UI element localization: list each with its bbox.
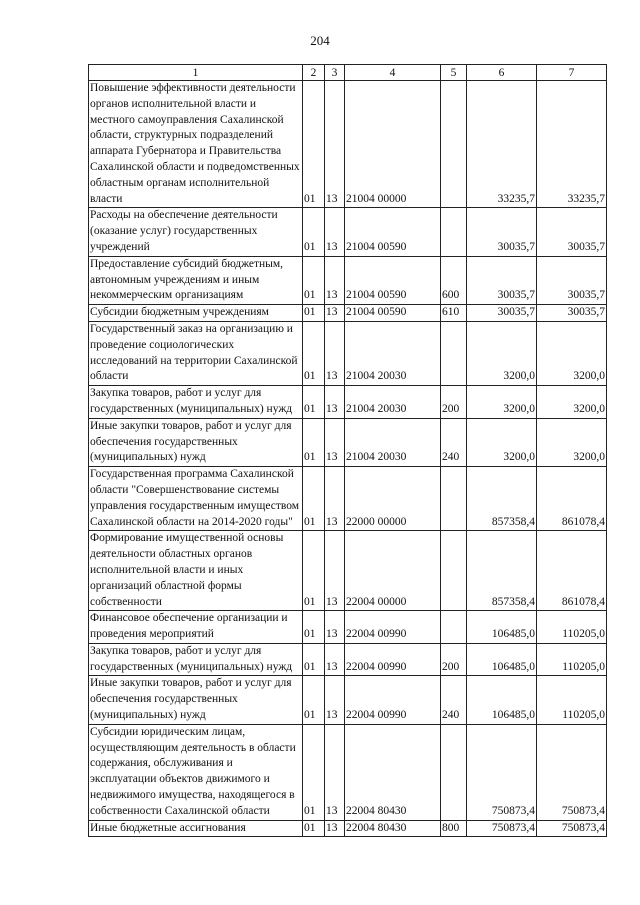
expense-type-cell xyxy=(441,531,467,611)
amount-year-2-cell: 3200,0 xyxy=(537,386,607,419)
section-code-cell: 01 xyxy=(303,676,325,724)
table-row xyxy=(89,467,607,531)
amount-year-2-cell: 33235,7 xyxy=(537,81,607,208)
amount-year-2-cell: 30035,7 xyxy=(537,208,607,256)
subsection-code-cell: 13 xyxy=(325,820,345,837)
section-code-cell: 01 xyxy=(303,81,325,208)
column-header: 6 xyxy=(467,65,537,81)
amount-year-1-cell: 33235,7 xyxy=(467,81,537,208)
amount-year-2-cell: 30035,7 xyxy=(537,256,607,304)
item-name-cell: Государственный заказ на организацию и проведение социологических исследований на территории Сахалинской области xyxy=(89,321,303,385)
table-row xyxy=(89,676,607,724)
item-name-cell: Закупка товаров, работ и услуг для государственных (муниципальных) нужд xyxy=(89,643,303,676)
subsection-code-cell: 13 xyxy=(325,676,345,724)
section-code-cell: 01 xyxy=(303,724,325,820)
item-name-cell: Иные закупки товаров, работ и услуг для обеспечения государственных (муниципальных) нужд xyxy=(89,676,303,724)
target-article-cell: 21004 00590 xyxy=(345,305,441,322)
expense-type-cell: 200 xyxy=(441,386,467,419)
target-article-cell: 21004 00590 xyxy=(345,208,441,256)
amount-year-2-cell: 30035,7 xyxy=(537,305,607,322)
amount-year-2-cell: 110205,0 xyxy=(537,611,607,644)
amount-year-1-cell: 30035,7 xyxy=(467,256,537,304)
amount-year-1-cell: 3200,0 xyxy=(467,418,537,466)
section-code-cell: 01 xyxy=(303,643,325,676)
subsection-code-cell: 13 xyxy=(325,305,345,322)
target-article-cell: 22004 80430 xyxy=(345,724,441,820)
amount-year-2-cell: 110205,0 xyxy=(537,676,607,724)
table-row xyxy=(89,531,607,611)
expense-type-cell: 610 xyxy=(441,305,467,322)
amount-year-2-cell: 3200,0 xyxy=(537,418,607,466)
amount-year-1-cell: 106485,0 xyxy=(467,611,537,644)
table-row xyxy=(89,418,607,466)
item-name-cell: Финансовое обеспечение организации и проведения мероприятий xyxy=(89,611,303,644)
item-name-cell: Иные бюджетные ассигнования xyxy=(89,820,303,837)
target-article-cell: 22004 00990 xyxy=(345,676,441,724)
budget-table xyxy=(88,64,607,837)
amount-year-1-cell: 3200,0 xyxy=(467,321,537,385)
amount-year-2-cell: 750873,4 xyxy=(537,820,607,837)
table-row xyxy=(89,208,607,256)
amount-year-1-cell: 750873,4 xyxy=(467,724,537,820)
amount-year-1-cell: 3200,0 xyxy=(467,386,537,419)
target-article-cell: 22004 00990 xyxy=(345,643,441,676)
section-code-cell: 01 xyxy=(303,386,325,419)
target-article-cell: 21004 00590 xyxy=(345,256,441,304)
table-row xyxy=(89,321,607,385)
amount-year-2-cell: 3200,0 xyxy=(537,321,607,385)
subsection-code-cell: 13 xyxy=(325,386,345,419)
item-name-cell: Повышение эффективности деятельности органов исполнительной власти и местного самоуправления Сахалинской области, структурных подразделений аппарата Губернатора и Правительства Сахалинской области и подведомственных областным органам исполнительной власти xyxy=(89,81,303,208)
column-header: 4 xyxy=(345,65,441,81)
target-article-cell: 21004 20030 xyxy=(345,321,441,385)
section-code-cell: 01 xyxy=(303,820,325,837)
expense-type-cell: 600 xyxy=(441,256,467,304)
subsection-code-cell: 13 xyxy=(325,643,345,676)
subsection-code-cell: 13 xyxy=(325,531,345,611)
amount-year-2-cell: 861078,4 xyxy=(537,531,607,611)
subsection-code-cell: 13 xyxy=(325,467,345,531)
expense-type-cell xyxy=(441,724,467,820)
item-name-cell: Государственная программа Сахалинской области "Совершенствование системы управления государственным имуществом Сахалинской области на 2014-2020 годы" xyxy=(89,467,303,531)
expense-type-cell xyxy=(441,321,467,385)
subsection-code-cell: 13 xyxy=(325,208,345,256)
section-code-cell: 01 xyxy=(303,611,325,644)
section-code-cell: 01 xyxy=(303,467,325,531)
amount-year-1-cell: 857358,4 xyxy=(467,531,537,611)
expense-type-cell xyxy=(441,611,467,644)
item-name-cell: Закупка товаров, работ и услуг для государственных (муниципальных) нужд xyxy=(89,386,303,419)
table-row xyxy=(89,643,607,676)
column-header: 2 xyxy=(303,65,325,81)
item-name-cell: Предоставление субсидий бюджетным, автономным учреждениям и иным некоммерческим организациям xyxy=(89,256,303,304)
table-row xyxy=(89,81,607,208)
table-row xyxy=(89,724,607,820)
column-header: 1 xyxy=(89,65,303,81)
table-header-row xyxy=(89,65,607,81)
table-row xyxy=(89,386,607,419)
section-code-cell: 01 xyxy=(303,418,325,466)
target-article-cell: 21004 20030 xyxy=(345,418,441,466)
section-code-cell: 01 xyxy=(303,321,325,385)
table-row xyxy=(89,256,607,304)
expense-type-cell xyxy=(441,467,467,531)
subsection-code-cell: 13 xyxy=(325,256,345,304)
column-header: 3 xyxy=(325,65,345,81)
subsection-code-cell: 13 xyxy=(325,418,345,466)
item-name-cell: Субсидии бюджетным учреждениям xyxy=(89,305,303,322)
section-code-cell: 01 xyxy=(303,305,325,322)
table-row xyxy=(89,305,607,322)
target-article-cell: 22000 00000 xyxy=(345,467,441,531)
item-name-cell: Субсидии юридическим лицам, осуществляющим деятельность в области содержания, обслуживания и эксплуатации объектов движимого и недвижимого имущества, находящегося в собственности Сахалинской области xyxy=(89,724,303,820)
item-name-cell: Расходы на обеспечение деятельности (оказание услуг) государственных учреждений xyxy=(89,208,303,256)
page-number: 204 xyxy=(310,33,330,48)
section-code-cell: 01 xyxy=(303,256,325,304)
target-article-cell: 22004 80430 xyxy=(345,820,441,837)
item-name-cell: Формирование имущественной основы деятельности областных органов исполнительной власти и иных организаций областной формы собственности xyxy=(89,531,303,611)
column-header: 7 xyxy=(537,65,607,81)
subsection-code-cell: 13 xyxy=(325,611,345,644)
column-header: 5 xyxy=(441,65,467,81)
expense-type-cell xyxy=(441,81,467,208)
expense-type-cell: 240 xyxy=(441,676,467,724)
amount-year-2-cell: 110205,0 xyxy=(537,643,607,676)
subsection-code-cell: 13 xyxy=(325,321,345,385)
expense-type-cell: 200 xyxy=(441,643,467,676)
table-row xyxy=(89,820,607,837)
amount-year-1-cell: 106485,0 xyxy=(467,643,537,676)
subsection-code-cell: 13 xyxy=(325,724,345,820)
target-article-cell: 22004 00990 xyxy=(345,611,441,644)
amount-year-1-cell: 30035,7 xyxy=(467,305,537,322)
section-code-cell: 01 xyxy=(303,208,325,256)
expense-type-cell: 800 xyxy=(441,820,467,837)
table-body xyxy=(89,81,607,837)
amount-year-1-cell: 30035,7 xyxy=(467,208,537,256)
subsection-code-cell: 13 xyxy=(325,81,345,208)
target-article-cell: 22004 00000 xyxy=(345,531,441,611)
amount-year-1-cell: 857358,4 xyxy=(467,467,537,531)
amount-year-1-cell: 106485,0 xyxy=(467,676,537,724)
amount-year-1-cell: 750873,4 xyxy=(467,820,537,837)
expense-type-cell xyxy=(441,208,467,256)
table-row xyxy=(89,611,607,644)
target-article-cell: 21004 20030 xyxy=(345,386,441,419)
expense-type-cell: 240 xyxy=(441,418,467,466)
amount-year-2-cell: 861078,4 xyxy=(537,467,607,531)
section-code-cell: 01 xyxy=(303,531,325,611)
target-article-cell: 21004 00000 xyxy=(345,81,441,208)
amount-year-2-cell: 750873,4 xyxy=(537,724,607,820)
item-name-cell: Иные закупки товаров, работ и услуг для обеспечения государственных (муниципальных) нужд xyxy=(89,418,303,466)
